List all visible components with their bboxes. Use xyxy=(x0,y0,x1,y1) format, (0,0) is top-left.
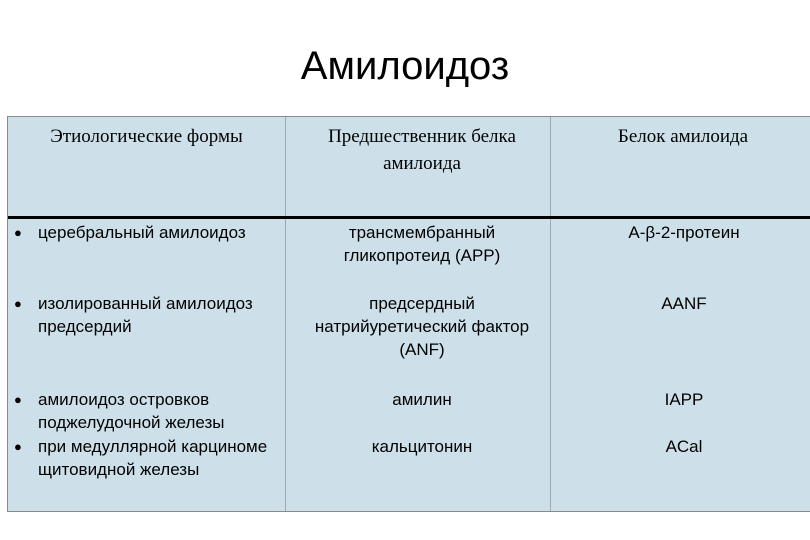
table-cell-protein: AANF xyxy=(661,294,707,313)
header-precursor: Предшественник белка амилоида xyxy=(328,126,516,174)
column-divider xyxy=(550,117,551,511)
bullet-icon: ● xyxy=(14,392,22,407)
table-cell-form: амилоидоз островков поджелудочной железы xyxy=(38,390,225,432)
table-cell-precursor: амилин xyxy=(392,390,452,409)
bullet-icon: ● xyxy=(14,225,22,240)
table-cell-protein: IAPP xyxy=(664,390,704,409)
header-amyloid-protein: Белок амилоида xyxy=(617,126,749,147)
header-etiological-forms: Этиологические формы xyxy=(50,126,243,147)
bullet-icon: ● xyxy=(14,439,22,454)
table-cell-protein: А-β-2-протеин xyxy=(628,223,740,242)
page-title: Амилоидоз xyxy=(300,44,510,88)
table-cell-precursor: кальцитонин xyxy=(371,437,473,456)
table-cell-protein: ACal xyxy=(665,437,703,456)
table-cell-precursor: предсердный натрийуретический фактор (ANF) xyxy=(314,294,530,359)
bullet-icon: ● xyxy=(14,296,22,311)
table-cell-precursor: трансмембранный гликопротеид (APP) xyxy=(343,223,501,265)
header-separator xyxy=(8,216,810,219)
amyloidosis-table xyxy=(7,116,810,512)
table-cell-form: при медуллярной карциноме щитовидной железы xyxy=(38,437,268,479)
column-divider xyxy=(285,117,286,511)
table-cell-form: изолированный амилоидоз предсердий xyxy=(38,294,253,336)
table-cell-form: церебральный амилоидоз xyxy=(38,223,246,242)
